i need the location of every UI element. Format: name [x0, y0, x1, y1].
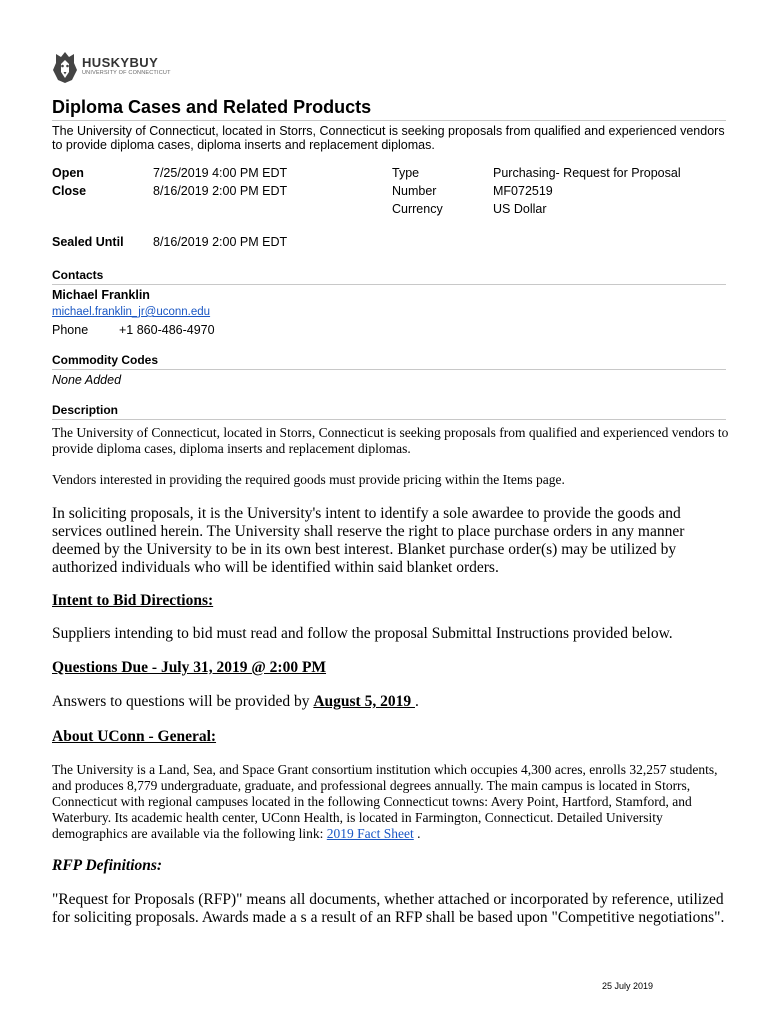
husky-dog-icon: [52, 50, 78, 84]
title-divider: [52, 120, 726, 121]
sealed-until-label: Sealed Until: [52, 235, 124, 249]
description-paragraph-2: Vendors interested in providing the required goods must provide pricing within the Items page.: [52, 472, 565, 487]
currency-value: US Dollar: [493, 202, 547, 216]
close-label: Close: [52, 184, 87, 198]
intent-to-bid-heading: Intent to Bid Directions:: [52, 592, 214, 609]
open-value: 7/25/2019 4:00 PM EDT: [153, 166, 288, 180]
description-divider: [52, 419, 726, 420]
logo-subtitle: UNIVERSITY OF CONNECTICUT: [82, 70, 171, 76]
commodity-codes-value: None Added: [52, 373, 122, 387]
close-value: 8/16/2019 2:00 PM EDT: [153, 184, 288, 198]
contacts-heading: Contacts: [52, 268, 104, 282]
phone-value: +1 860-486-4970: [119, 323, 215, 337]
description-paragraph-1: The University of Connecticut, located in Storrs, Connecticut is seeking proposals from qualified and experienced vendors to provide diploma cases, diploma inserts and replacement diplomas.: [52, 425, 729, 456]
intent-to-bid-text: Suppliers intending to bid must read and follow the proposal Submittal Instructions provided below.: [52, 625, 673, 642]
commodity-codes-heading: Commodity Codes: [52, 353, 159, 367]
currency-label: Currency: [392, 202, 443, 216]
type-value: Purchasing- Request for Proposal: [493, 166, 681, 180]
contact-name: Michael Franklin: [52, 288, 150, 302]
about-uconn-heading: About UConn - General:: [52, 728, 217, 745]
rfp-definitions-heading: RFP Definitions:: [52, 857, 163, 874]
number-value: MF072519: [493, 184, 553, 198]
page-title: Diploma Cases and Related Products: [52, 97, 372, 117]
huskybuy-logo: [52, 50, 182, 84]
answers-text: [52, 693, 732, 711]
answers-date: August 5, 2019: [313, 693, 415, 710]
summary-text: The University of Connecticut, located in Storrs, Connecticut is seeking proposals from qualified and experienced vendors to provide diploma cases, diploma inserts and replacement diplomas.: [52, 124, 725, 152]
footer-date: 25 July 2019: [602, 981, 654, 991]
description-heading: Description: [52, 403, 119, 417]
commodity-divider: [52, 369, 726, 370]
open-label: Open: [52, 166, 84, 180]
about-uconn-text: [52, 762, 732, 842]
logo-name: HUSKYBUY: [82, 55, 159, 70]
answers-text-prefix: Answers to questions will be provided by: [52, 693, 314, 710]
sealed-until-value: 8/16/2019 2:00 PM EDT: [153, 235, 288, 249]
rfp-definitions-text: "Request for Proposals (RFP)" means all documents, whether attached or incorporated by reference, utilized for soliciting proposals. Awards made a s a result of an RFP shall be based upon "Competitive negotiations".: [52, 891, 725, 926]
contact-email-link[interactable]: michael.franklin_jr@uconn.edu: [52, 306, 211, 318]
answers-text-suffix: .: [414, 693, 419, 710]
description-paragraph-3: In soliciting proposals, it is the University's intent to identify a sole awardee to provide the goods and services outlined herein. The University shall reserve the right to place purchase orders in any manner deemed by the University to be in its own best interest. Blanket purchase order(s) may be utilized by authorized individuals who will be identified within said blanket orders.: [52, 505, 685, 576]
contacts-divider: [52, 284, 726, 285]
number-label: Number: [392, 184, 437, 198]
fact-sheet-link[interactable]: 2019 Fact Sheet: [326, 826, 414, 841]
questions-due-heading: Questions Due - July 31, 2019 @ 2:00 PM: [52, 659, 327, 676]
type-label: Type: [392, 166, 420, 180]
about-uconn-body: The University is a Land, Sea, and Space Grant consortium institution which occupies 4,300 acres, enrolls 32,257 students, and produces 8,779 undergraduate, graduate, and professional degrees annually. The main campus is located in Storrs, Connecticut with regional campuses located in the following Connecticut towns: Avery Point, Hartford, Stamford, and Waterbury. Its academic health center, UConn Health, is located in Farmington, Connecticut. Detailed University demographics are available via the following link:: [52, 762, 718, 841]
about-uconn-end: .: [413, 826, 421, 841]
phone-label: Phone: [52, 323, 89, 337]
